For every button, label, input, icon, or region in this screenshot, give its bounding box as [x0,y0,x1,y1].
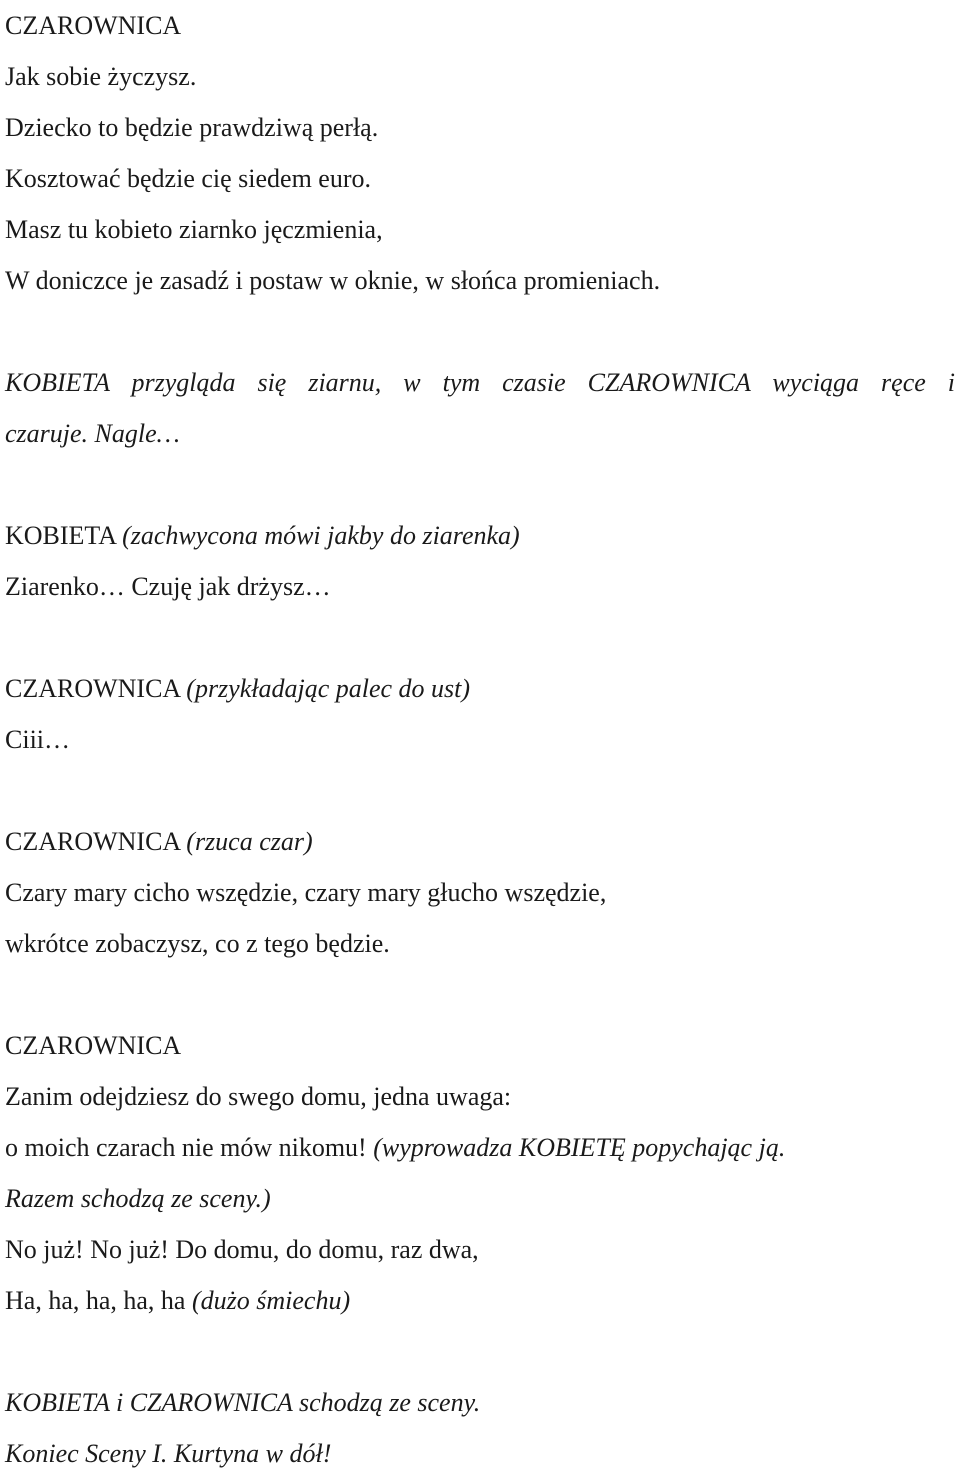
stage-direction: czaruje. Nagle… [5,419,180,448]
dialogue-line: W doniczce je zasadź i postaw w oknie, w słońca promieniach. [5,266,661,295]
dialogue-line: Ciii… [5,725,71,754]
dialogue-line [5,1122,955,1173]
stage-direction: (wyprowadza KOBIETĘ popychając ją. [373,1133,786,1162]
dialogue-line: Jak sobie życzysz. [5,62,197,91]
paragraph-gap [5,306,955,357]
scene-ending: Koniec Sceny I. Kurtyna w dół! [5,1439,332,1468]
dialogue-line: Dziecko to będzie prawdziwą perłą. [5,113,379,142]
stage-direction: Razem schodzą ze sceny.) [5,1184,271,1213]
dialogue-line: Czary mary cicho wszędzie, czary mary głucho wszędzie, [5,878,607,907]
speaker-line [5,663,955,714]
dialogue-line: No już! No już! Do domu, do domu, raz dwa, [5,1235,479,1264]
paragraph-gap [5,765,955,816]
stage-direction: (przykładając palec do ust) [186,674,471,703]
dialogue-text: o moich czarach nie mów nikomu! [5,1133,367,1162]
dialogue-line: Zanim odejdziesz do swego domu, jedna uwaga: [5,1082,512,1111]
dialogue-line: wkrótce zobaczysz, co z tego będzie. [5,929,390,958]
paragraph-gap [5,1326,955,1377]
speaker-name: CZAROWNICA [5,827,180,856]
speaker-name: CZAROWNICA [5,11,182,40]
speaker-line [5,510,955,561]
stage-direction: KOBIETA przygląda się ziarnu, w tym czasie CZAROWNICA wyciąga ręce i [5,368,955,397]
speaker-line [5,816,955,867]
stage-direction: (rzuca czar) [186,827,313,856]
paragraph-gap [5,459,955,510]
stage-direction: (dużo śmiechu) [191,1286,351,1315]
stage-direction: KOBIETA i CZAROWNICA schodzą ze sceny. [5,1388,481,1417]
dialogue-line: Kosztować będzie cię siedem euro. [5,164,372,193]
speaker-name: KOBIETA [5,521,116,550]
paragraph-gap [5,969,955,1020]
stage-direction: (zachwycona mówi jakby do ziarenka) [122,521,520,550]
speaker-name: CZAROWNICA [5,1031,182,1060]
script-page [5,0,955,1479]
dialogue-line: Ziarenko… Czuję jak drżysz… [5,572,331,601]
dialogue-line: Masz tu kobieto ziarnko jęczmienia, [5,215,383,244]
dialogue-line [5,1275,955,1326]
dialogue-text: Ha, ha, ha, ha, ha [5,1286,186,1315]
speaker-name: CZAROWNICA [5,674,180,703]
paragraph-gap [5,612,955,663]
